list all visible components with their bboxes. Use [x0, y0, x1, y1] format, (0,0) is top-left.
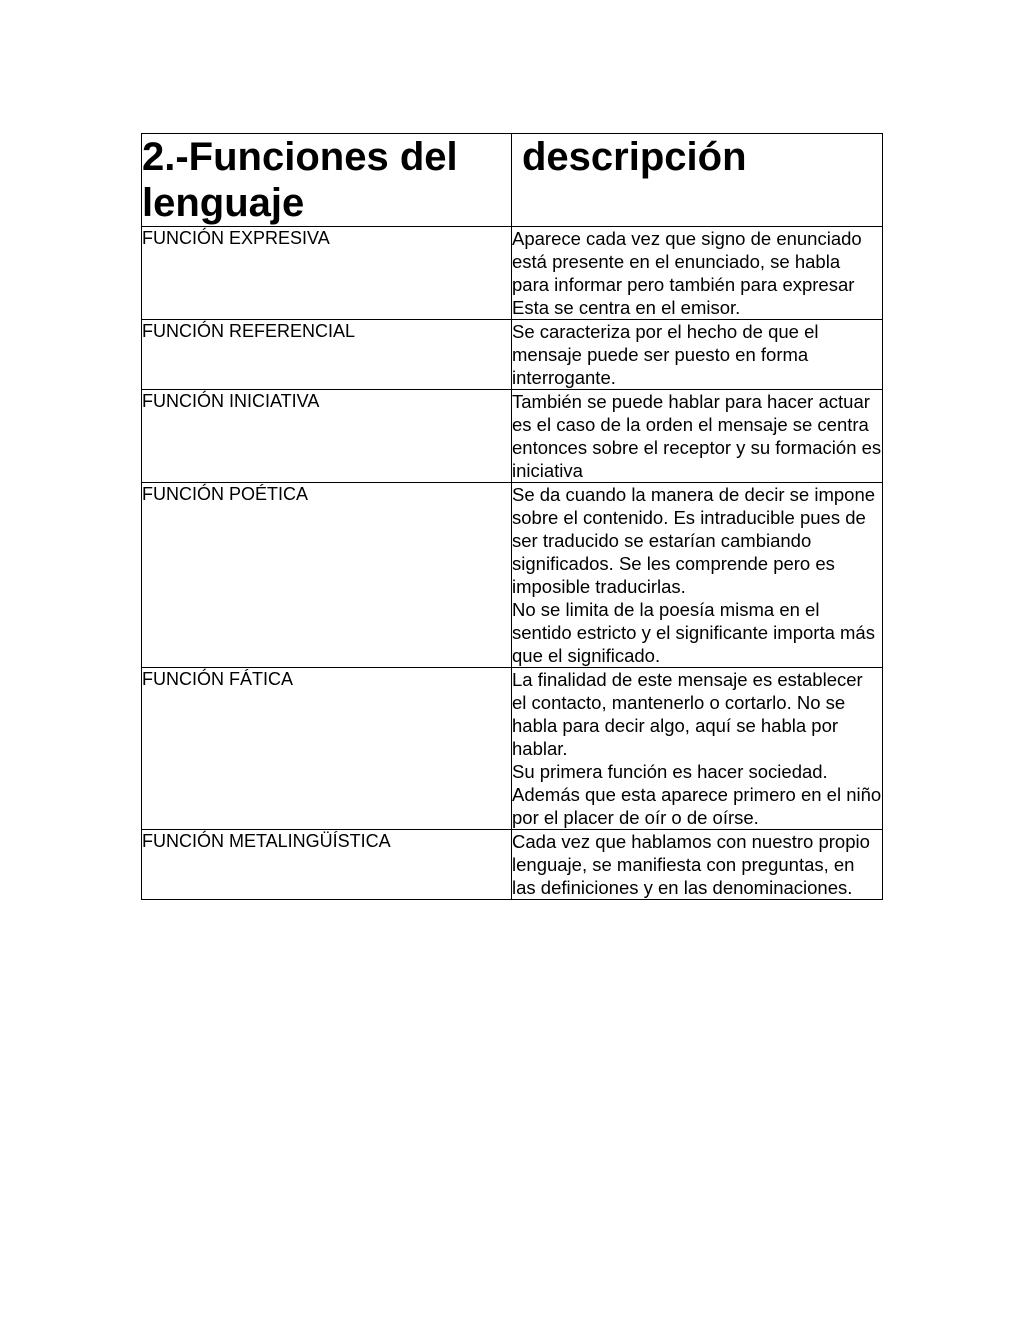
- function-name: FUNCIÓN REFERENCIAL: [142, 320, 512, 390]
- description-paragraph: No se limita de la poesía misma en el sentido estricto y el significante importa más que el significado.: [512, 599, 875, 666]
- header-functions: 2.-Funciones del lenguaje: [142, 134, 512, 227]
- header-description: descripción: [512, 134, 883, 227]
- description-paragraph: Esta se centra en el emisor.: [512, 297, 741, 318]
- description-paragraph: Aparece cada vez que signo de enunciado está presente en el enunciado, se habla para informar pero también para expresar: [512, 228, 862, 295]
- table-header-row: [142, 134, 883, 227]
- description-paragraph: Se caracteriza por el hecho de que el mensaje puede ser puesto en forma interrogante.: [512, 321, 819, 388]
- description-paragraph: Cada vez que hablamos con nuestro propio lenguaje, se manifiesta con preguntas, en las definiciones y en las denominaciones.: [512, 831, 870, 898]
- description-paragraph: Se da cuando la manera de decir se impone sobre el contenido. Es intraducible pues de ser traducido se estarían cambiando significados. Se les comprende pero es imposible traducirlas.: [512, 484, 876, 597]
- description-paragraph: También se puede hablar para hacer actuar es el caso de la orden el mensaje se centra entonces sobre el receptor y su formación es iniciativa: [512, 391, 882, 481]
- function-name: FUNCIÓN INICIATIVA: [142, 390, 512, 483]
- table-row: [142, 830, 883, 900]
- function-description: [512, 668, 883, 830]
- description-paragraph: Su primera función es hacer sociedad.: [512, 761, 828, 782]
- description-paragraph: La finalidad de este mensaje es establecer el contacto, mantenerlo o cortarlo. No se habla para decir algo, aquí se habla por hablar.: [512, 669, 863, 759]
- function-name: FUNCIÓN FÁTICA: [142, 668, 512, 830]
- function-description: [512, 227, 883, 320]
- table-row: [142, 483, 883, 668]
- functions-table: [141, 133, 883, 900]
- function-description: [512, 320, 883, 390]
- table-row: [142, 390, 883, 483]
- function-name: FUNCIÓN POÉTICA: [142, 483, 512, 668]
- table-row: [142, 320, 883, 390]
- table-row: [142, 668, 883, 830]
- function-description: [512, 483, 883, 668]
- function-name: FUNCIÓN METALINGÜÍSTICA: [142, 830, 512, 900]
- description-paragraph: Además que esta aparece primero en el niño por el placer de oír o de oírse.: [512, 784, 882, 828]
- function-description: [512, 830, 883, 900]
- table-row: [142, 227, 883, 320]
- function-description: [512, 390, 883, 483]
- function-name: FUNCIÓN EXPRESIVA: [142, 227, 512, 320]
